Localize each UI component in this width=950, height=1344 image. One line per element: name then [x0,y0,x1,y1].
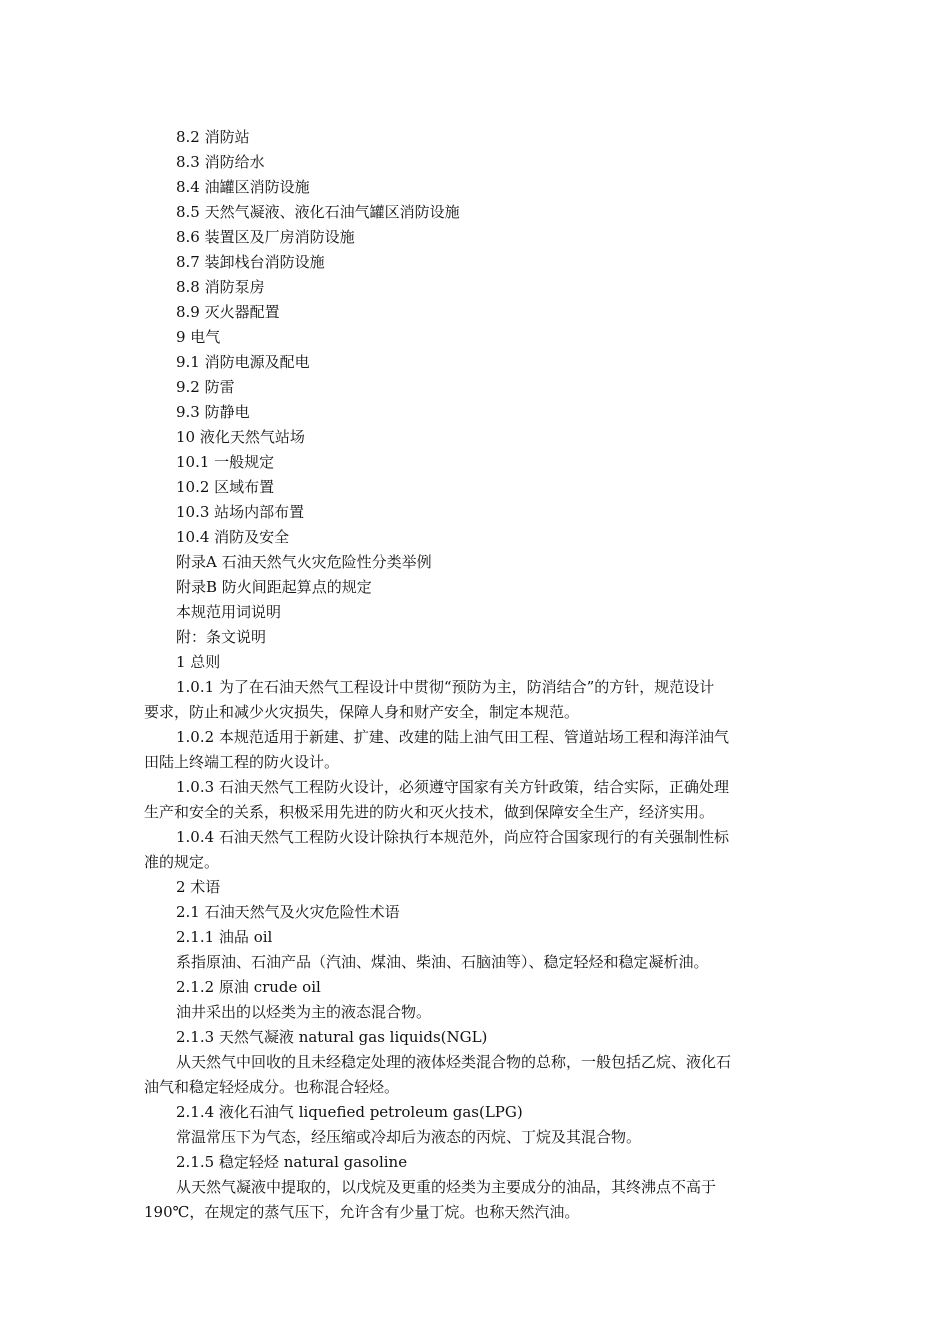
term-title: 2.1.1 油品 oil [176,928,273,946]
toc-item: 10.1 一般规定 [176,453,275,471]
toc-item: 8.2 消防站 [176,128,250,146]
toc-item: 9.3 防静电 [176,403,250,421]
clause-1-0-4-line1: 1.0.4 石油天然气工程防火设计除执行本规范外，尚应符合国家现行的有关强制性标 [176,828,729,846]
toc-item: 9.2 防雷 [176,378,235,396]
toc-item: 8.4 油罐区消防设施 [176,178,310,196]
toc-item: 8.6 装置区及厂房消防设施 [176,228,355,246]
toc-item: 8.8 消防泵房 [176,278,265,296]
clause-1-0-3-line1: 1.0.3 石油天然气工程防火设计，必须遵守国家有关方针政策，结合实际，正确处理 [176,778,729,796]
term-title: 2.1.2 原油 crude oil [176,978,321,996]
term-definition-line2: 油气和稳定轻烃成分。也称混合轻烃。 [144,1078,400,1096]
term-definition-line1: 从天然气中回收的且未经稳定处理的液体烃类混合物的总称，一般包括乙烷、液化石 [176,1053,732,1071]
term-title: 2.1.4 液化石油气 liquefied petroleum gas(LPG) [176,1103,523,1121]
toc-item: 8.3 消防给水 [176,153,265,171]
toc-item: 9 电气 [176,328,221,346]
toc-item: 附录B 防火间距起算点的规定 [176,578,372,596]
toc-item: 本规范用词说明 [176,603,282,621]
toc-item: 8.5 天然气凝液、液化石油气罐区消防设施 [176,203,460,221]
term-title: 2.1.3 天然气凝液 natural gas liquids(NGL) [176,1028,488,1046]
term-definition: 油井采出的以烃类为主的液态混合物。 [176,1003,432,1021]
term-definition-line2: 190℃，在规定的蒸气压下，允许含有少量丁烷。也称天然汽油。 [144,1203,580,1221]
clause-1-0-1-line2: 要求，防止和减少火灾损失，保障人身和财产安全，制定本规范。 [144,703,580,721]
term-definition: 常温常压下为气态，经压缩或冷却后为液态的丙烷、丁烷及其混合物。 [176,1128,642,1146]
clause-1-0-2-line2: 田陆上终端工程的防火设计。 [144,753,340,771]
term-definition: 系指原油、石油产品（汽油、煤油、柴油、石脑油等）、稳定轻烃和稳定凝析油。 [176,953,709,971]
toc-item: 10.3 站场内部布置 [176,503,305,521]
toc-item: 附：条文说明 [176,628,267,646]
clause-1-0-4-line2: 准的规定。 [144,853,220,871]
term-title: 2.1.5 稳定轻烃 natural gasoline [176,1153,408,1171]
toc-item: 9.1 消防电源及配电 [176,353,310,371]
toc-item: 10.4 消防及安全 [176,528,290,546]
section-heading: 2 术语 [176,878,221,896]
clause-1-0-3-line2: 生产和安全的关系，积极采用先进的防火和灭火技术，做到保障安全生产，经济实用。 [144,803,715,821]
clause-1-0-1-line1: 1.0.1 为了在石油天然气工程设计中贯彻“预防为主，防消结合”的方针，规范设计 [176,678,715,696]
toc-item: 8.9 灭火器配置 [176,303,280,321]
toc-item: 10.2 区域布置 [176,478,275,496]
document-body [144,125,810,1225]
term-definition-line1: 从天然气凝液中提取的，以戊烷及更重的烃类为主要成分的油品，其终沸点不高于 [176,1178,717,1196]
subsection-heading: 2.1 石油天然气及火灾危险性术语 [176,903,400,921]
toc-item: 8.7 装卸栈台消防设施 [176,253,325,271]
section-heading: 1 总则 [176,653,221,671]
clause-1-0-2-line1: 1.0.2 本规范适用于新建、扩建、改建的陆上油气田工程、管道站场工程和海洋油气 [176,728,729,746]
toc-item: 附录A 石油天然气火灾危险性分类举例 [176,553,432,571]
toc-item: 10 液化天然气站场 [176,428,305,446]
